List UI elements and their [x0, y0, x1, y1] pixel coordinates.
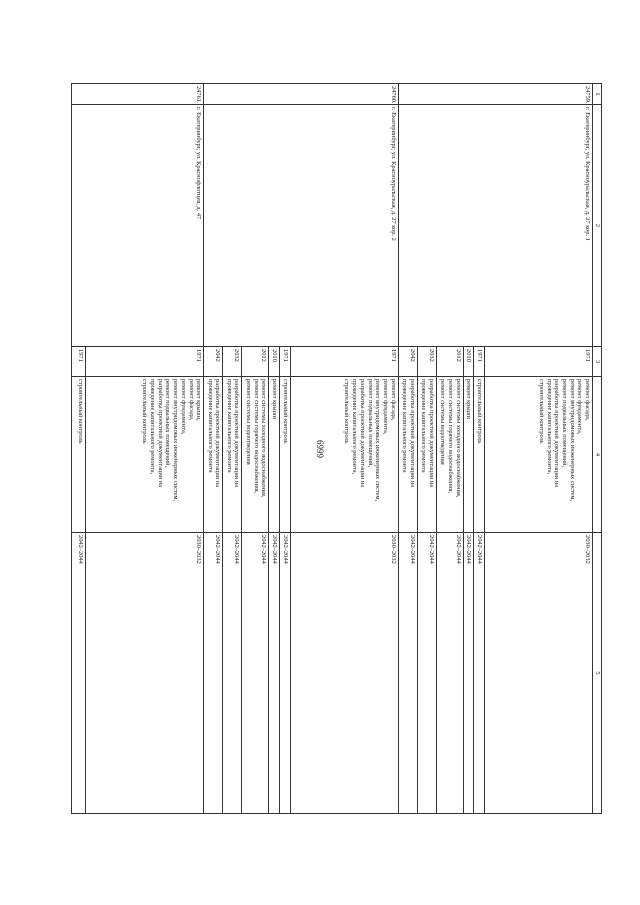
work-item: проведение капитального ремонта,	[351, 379, 359, 475]
page-number: 6999	[315, 440, 325, 458]
row-id: 24759.	[398, 84, 592, 105]
year-cell: 2032	[417, 347, 436, 377]
row-id: 24761.	[72, 84, 204, 105]
period-cell: 2042–2044	[436, 533, 463, 814]
work-item: разработка проектной документации на	[156, 379, 164, 488]
work-item: ремонт системы горячего водоснабжения,	[446, 379, 454, 494]
works-cell	[474, 377, 485, 533]
work-item: ремонт внутридомовых инженерных систем,	[172, 379, 180, 502]
year-cell: 1971	[485, 347, 593, 377]
work-item: ремонт подвальных помещений,	[164, 379, 172, 468]
work-item: ремонт подвальных помещений,	[366, 379, 374, 468]
work-item: ремонт фундамента,	[179, 379, 187, 435]
work-item: ремонт крыши	[465, 379, 473, 420]
period-cell: 2042–2044	[398, 533, 417, 814]
work-item: ремонт фасада,	[389, 379, 397, 421]
period-cell: 2042–2044	[463, 533, 474, 814]
work-item: ремонт фасада,	[187, 379, 195, 421]
period-cell: 2042–2044	[417, 533, 436, 814]
header-col-5: 5	[593, 533, 602, 814]
year-cell: 2012	[436, 347, 463, 377]
period-cell: 2042–2044	[242, 533, 269, 814]
year-cell: 1971	[86, 347, 204, 377]
period-cell: 2042–2044	[279, 533, 290, 814]
work-item: строительный контроль	[77, 379, 85, 444]
year-cell: 2042	[204, 347, 223, 377]
works-cell	[436, 377, 463, 533]
works-cell	[279, 377, 290, 533]
header-col-4: 4	[593, 377, 602, 533]
works-cell	[204, 377, 223, 533]
work-item: проведение капитального ремонта,	[545, 379, 553, 475]
work-item: ремонт системы холодного водоснабжения,	[454, 379, 462, 498]
year-cell: 2042	[398, 347, 417, 377]
work-item: ремонт системы холодного водоснабжения,	[260, 379, 268, 498]
document-table-rotated	[77, 83, 602, 813]
work-item: проведение капитального ремонта	[206, 379, 214, 473]
work-item: разработка проектной документации на	[408, 379, 416, 488]
year-cell: 1971	[279, 347, 290, 377]
year-cell: 2010	[463, 347, 474, 377]
work-item: проведение капитального ремонта	[225, 379, 233, 473]
work-item: ремонт системы водоотведения	[244, 379, 252, 465]
work-item: ремонт крыши,	[195, 379, 203, 421]
work-item: ремонт внутридомовых инженерных систем,	[568, 379, 576, 502]
work-item: разработка проектной документации на	[233, 379, 241, 488]
year-cell: 1971	[72, 347, 86, 377]
period-cell: 2030–2032	[485, 533, 593, 814]
period-cell: 2042–2044	[204, 533, 223, 814]
work-item: ремонт подвальных помещений,	[560, 379, 568, 468]
works-cell	[269, 377, 280, 533]
work-item: ремонт фундамента,	[576, 379, 584, 435]
works-cell	[290, 377, 398, 533]
year-cell: 2010	[269, 347, 280, 377]
work-item: строительный контроль	[281, 379, 289, 444]
period-cell: 2042–2044	[223, 533, 242, 814]
work-item: ремонт системы водоотведения	[439, 379, 447, 465]
works-cell	[463, 377, 474, 533]
header-col-2: 2	[593, 105, 602, 347]
header-col-1: 1	[593, 84, 602, 105]
work-item: строительный контроль	[537, 379, 545, 444]
work-item: разработка проектной документации на	[214, 379, 222, 488]
row-id: 24760.	[204, 84, 398, 105]
table-body	[72, 84, 593, 814]
period-cell: 2042–2044	[72, 533, 86, 814]
table-row	[485, 84, 593, 814]
works-cell	[242, 377, 269, 533]
address-cell: г. Екатеринбург, ул. Красноуральская, д. 27 кор. 1	[398, 105, 592, 347]
period-cell: 2030–2032	[290, 533, 398, 814]
work-item: ремонт внутридомовых инженерных систем,	[374, 379, 382, 502]
works-cell	[72, 377, 86, 533]
works-cell	[398, 377, 417, 533]
year-cell: 1971	[290, 347, 398, 377]
work-item: ремонт крыши	[270, 379, 278, 420]
work-item: строительный контроль	[343, 379, 351, 444]
work-item: ремонт системы горячего водоснабжения,	[252, 379, 260, 494]
work-item: ремонт фасада,	[584, 379, 591, 421]
period-cell: 2042–2044	[269, 533, 280, 814]
works-cell	[86, 377, 204, 533]
work-item: проведение капитального ремонта	[400, 379, 408, 473]
work-item: ремонт фундамента,	[381, 379, 389, 435]
year-cell: 2032	[223, 347, 242, 377]
works-cell	[223, 377, 242, 533]
works-cell	[417, 377, 436, 533]
work-item: строительный контроль	[141, 379, 149, 444]
work-item: проведение капитального ремонта,	[149, 379, 157, 475]
year-cell: 2012	[242, 347, 269, 377]
work-item: разработка проектной документации на	[553, 379, 561, 488]
work-item: проведение капитального ремонта	[419, 379, 427, 473]
year-cell: 1971	[474, 347, 485, 377]
header-row	[593, 84, 602, 814]
table-row	[86, 84, 204, 814]
work-item: разработка проектной документации на	[358, 379, 366, 488]
works-cell	[485, 377, 593, 533]
work-item: разработка проектной документации на	[427, 379, 435, 488]
capital-repair-table	[71, 83, 602, 814]
address-cell: г. Екатеринбург, ул. Красноуральская, д. 27 кор. 2	[204, 105, 398, 347]
period-cell: 2042–2044	[474, 533, 485, 814]
work-item: строительный контроль	[476, 379, 483, 444]
header-col-3: 3	[593, 347, 602, 377]
address-cell: г. Екатеринбург, ул. Краснофлотцев, д. 47	[72, 105, 204, 347]
table-row	[290, 84, 398, 814]
period-cell: 2030–2032	[86, 533, 204, 814]
